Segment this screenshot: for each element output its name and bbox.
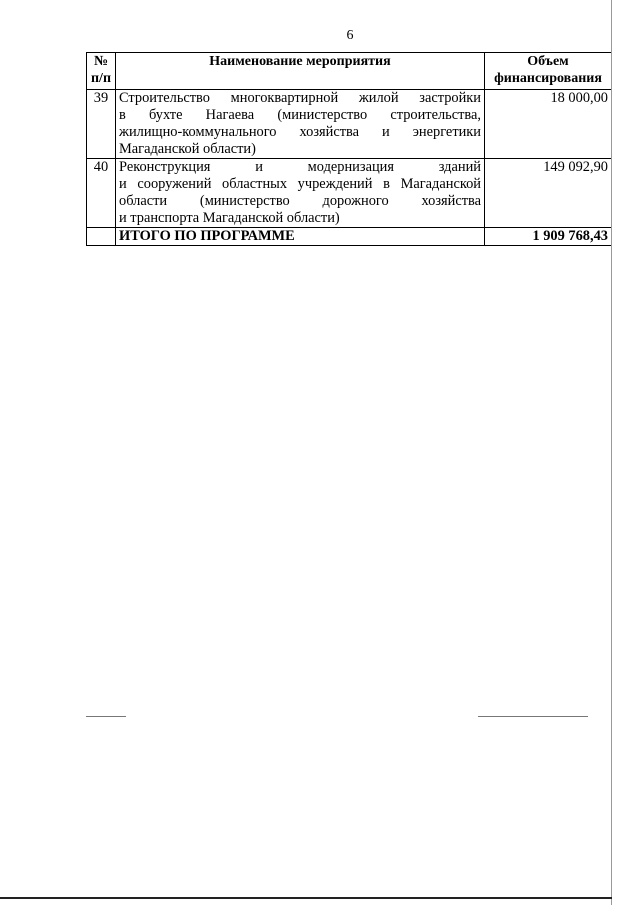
- header-number: [87, 53, 116, 90]
- description-line: жилищно-коммунального хозяйства и энергетики: [119, 124, 481, 140]
- scan-mark-right: [478, 716, 588, 717]
- page-number: 6: [346, 28, 354, 43]
- scan-bottom-rule: [0, 897, 612, 899]
- table-row: [87, 159, 612, 228]
- scan-mark-left: [86, 716, 126, 717]
- total-amount: 1 909 768,43: [485, 228, 612, 246]
- description-line: Магаданской области): [119, 141, 256, 157]
- row-number: 39: [87, 90, 116, 159]
- header-number-text: № п/п: [90, 54, 112, 86]
- row-description: [116, 90, 485, 159]
- description-line: Реконструкция и модернизация зданий: [119, 159, 481, 175]
- description-line: области (министерство дорожного хозяйства: [119, 193, 481, 209]
- header-amount-text: Объем финансирования: [494, 54, 602, 86]
- description-line: Строительство многоквартирной жилой застройки: [119, 90, 481, 106]
- description-line: и сооружений областных учреждений в Магаданской: [119, 176, 481, 192]
- row-amount: 149 092,90: [485, 159, 612, 228]
- financing-table: [86, 52, 612, 246]
- table-row: [87, 90, 612, 159]
- header-amount: [485, 53, 612, 90]
- scan-edge-line: [611, 0, 612, 905]
- row-amount: 18 000,00: [485, 90, 612, 159]
- row-number: 40: [87, 159, 116, 228]
- table-header-row: [87, 53, 612, 90]
- header-name: [116, 53, 485, 90]
- description-line: в бухте Нагаева (министерство строительства,: [119, 107, 481, 123]
- total-row: [87, 228, 612, 246]
- header-name-text: Наименование мероприятия: [209, 54, 391, 69]
- total-number-cell: [87, 228, 116, 246]
- description-line: и транспорта Магаданской области): [119, 210, 340, 226]
- row-description: [116, 159, 485, 228]
- total-label: ИТОГО ПО ПРОГРАММЕ: [116, 228, 485, 246]
